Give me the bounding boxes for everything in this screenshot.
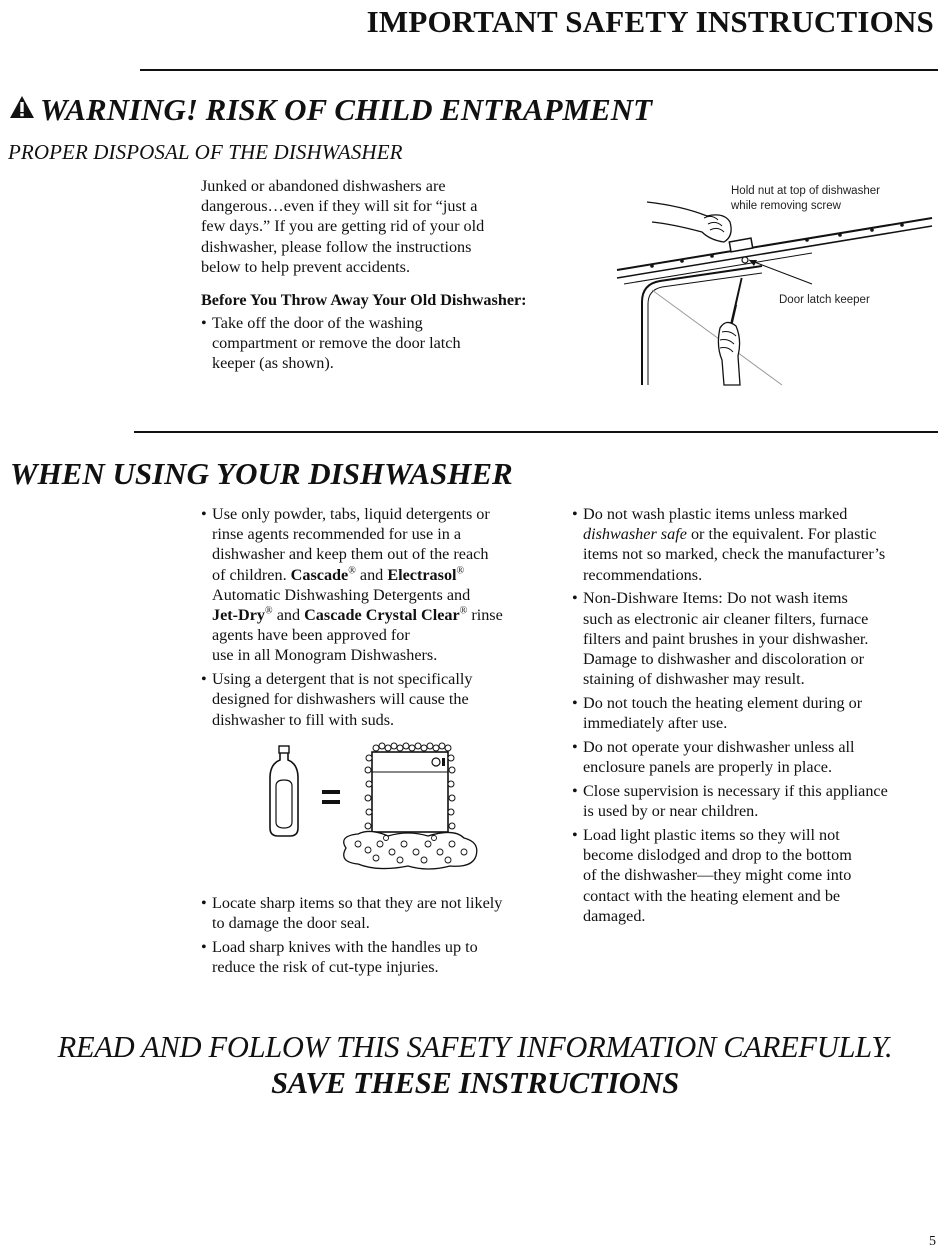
door-latch-illustration [612, 180, 942, 390]
before-throw-away-heading: Before You Throw Away Your Old Dishwasher: [201, 291, 527, 309]
dishwasher-safe-term: dishwasher safe [583, 525, 687, 544]
warning-heading [8, 92, 652, 128]
when-using-list-right [572, 504, 932, 930]
list-item: • Load light plastic items so they will not become dislodged and drop to the bottom of the dishwasher—they might come into contact with the heating element and be damaged. [572, 825, 932, 926]
brand-cascade: Cascade [290, 565, 349, 584]
when-using-list-left [201, 504, 551, 733]
list-item: • Do not operate your dishwasher unless all enclosure panels are properly in place. [572, 737, 932, 777]
warning-triangle-icon [8, 92, 36, 128]
brand-cascade-crystal-clear: Cascade Crystal Clear [304, 606, 460, 625]
list-item: • Using a detergent that is not specifically designed for dishwashers will cause the dishwasher to fill with suds. [201, 669, 551, 730]
page-header-title: IMPORTANT SAFETY INSTRUCTIONS [366, 4, 934, 39]
page-number: 5 [929, 1234, 936, 1249]
footer-read-follow: READ AND FOLLOW THIS SAFETY INFORMATION CAREFULLY. [57, 1030, 893, 1064]
warning-title: WARNING! RISK OF CHILD ENTRAPMENT [40, 92, 653, 127]
list-item: • Load sharp knives with the handles up to reduce the risk of cut-type injuries. [201, 937, 551, 977]
list-item: • Close supervision is necessary if this appliance is used by or near children. [572, 781, 932, 821]
list-item: • Take off the door of the washing compartment or remove the door latch keeper (as shown). [201, 313, 521, 374]
when-using-heading: WHEN USING YOUR DISHWASHER [10, 456, 513, 491]
when-using-list-left-lower [201, 893, 551, 981]
figure-label-nut: Hold nut at top of dishwasher while removing screw [731, 185, 880, 212]
list-item: • Non-Dishware Items: Do not wash items such as electronic air cleaner filters, furnace filters and paint brushes in your dishwasher. Damage to dishwasher and discoloration or staining of dishwasher may result. [572, 588, 932, 689]
brand-jet-dry: Jet-Dry [212, 606, 266, 625]
brand-electrasol: Electrasol [387, 565, 457, 584]
list-item: • Do not touch the heating element during or immediately after use. [572, 693, 932, 733]
list-item: • Do not wash plastic items unless marked dishwasher safe or the equivalent. For plastic items not so marked, check the manufacturer’s recommendations. [572, 504, 932, 585]
warning-subtitle: PROPER DISPOSAL OF THE DISHWASHER [8, 140, 403, 164]
detergent-suds-drawing [258, 738, 488, 878]
footer-save-instructions: SAVE THESE INSTRUCTIONS [271, 1066, 679, 1100]
list-item: • Locate sharp items so that they are not likely to damage the door seal. [201, 893, 551, 933]
section-divider [134, 431, 938, 433]
disposal-list [201, 313, 521, 377]
figure-label-keeper: Door latch keeper [779, 294, 870, 306]
disposal-intro: Junked or abandoned dishwashers are dangerous…even if they will sit for “just a few days.” If you are getting rid of your old dishwasher, please follow the instructions below to help prevent accidents. [201, 177, 485, 276]
top-divider [140, 69, 938, 71]
suds-illustration [258, 738, 488, 878]
list-item: • Use only powder, tabs, liquid detergents or rinse agents recommended for use in a dishwasher and keep them out of the reach of children. Cascade® and Electrasol® Automatic Dishwashing Detergents and Jet-Dry® and Cascade Crystal Clear® rinse agents have been approved for use in all Monogram Dishwashers. [201, 504, 551, 666]
